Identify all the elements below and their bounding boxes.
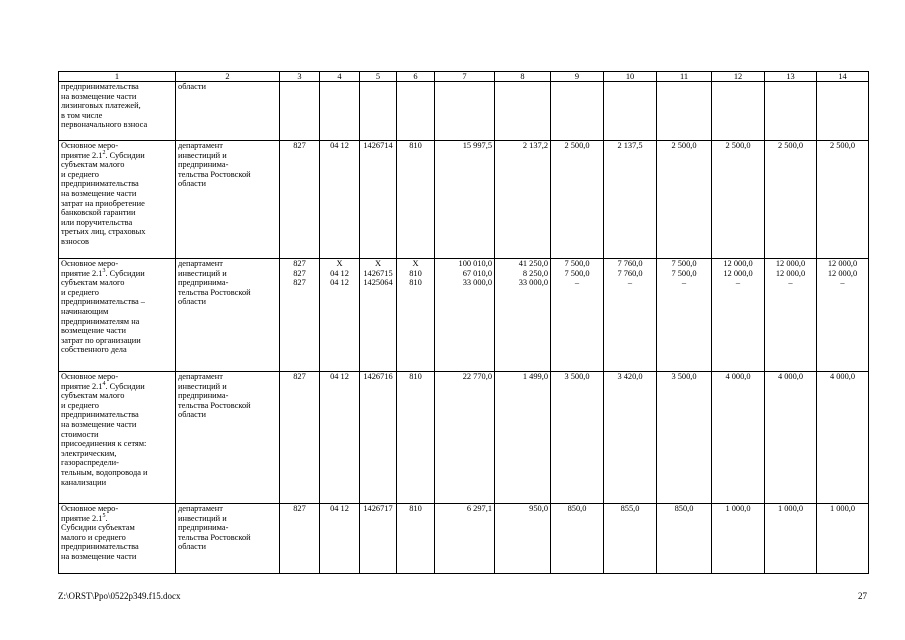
value-cell <box>320 504 360 574</box>
measure-name: Основное меро- приятие 2.1 <box>61 141 119 160</box>
value-cell <box>320 82 360 141</box>
value-cell <box>817 504 869 574</box>
value-line: 4 000,0 <box>829 372 856 381</box>
header-cell: 1 <box>59 72 176 82</box>
value-line: 04 12 <box>330 372 349 381</box>
value-cell <box>360 372 397 504</box>
value-cell <box>320 259 360 372</box>
value-cell <box>817 259 869 372</box>
value-line: 15 997,5 <box>462 141 492 150</box>
value-line: 22 770,0 <box>462 372 492 381</box>
value-line: 2 500,0 <box>564 141 590 150</box>
value-line: 3 500,0 <box>564 372 590 381</box>
value-line: – <box>788 278 793 288</box>
value-line: X <box>336 259 343 268</box>
measure-name: Основное меро- приятие 2.1 <box>61 259 119 278</box>
value-line: 7 500,0 <box>564 268 590 278</box>
value-cell <box>765 504 817 574</box>
value-cell <box>435 141 495 259</box>
value-line: 827 <box>293 504 306 513</box>
value-line: 2 500,0 <box>777 141 804 150</box>
value-line: 7 760,0 <box>617 259 643 268</box>
value-line: – <box>681 278 687 288</box>
value-line: 12 000,0 <box>827 259 858 268</box>
value-line: 827 <box>293 141 306 150</box>
budget-table <box>58 71 869 574</box>
value-cell <box>657 82 712 141</box>
header-cell: 14 <box>817 72 869 82</box>
value-line: 7 500,0 <box>671 268 697 278</box>
value-line: 1 000,0 <box>829 504 856 513</box>
value-cell <box>657 372 712 504</box>
value-cell <box>397 82 435 141</box>
measure-name: . Субсидии субъектам малого и среднего предпринимательства на возмещение части <box>61 513 139 561</box>
value-line: 1426716 <box>363 372 393 381</box>
value-line: 12 000,0 <box>723 259 753 268</box>
value-cell <box>280 259 320 372</box>
department-cell: департамент инвестиций и предпринима- тельства Ростовской области <box>176 259 280 372</box>
value-line: 1426717 <box>363 504 393 513</box>
value-cell <box>360 82 397 141</box>
department-cell: департамент инвестиций и предпринима- тельства Ростовской области <box>176 372 280 504</box>
table-body <box>59 72 869 574</box>
value-line: 810 <box>409 141 422 150</box>
value-line: – <box>574 278 580 288</box>
value-cell <box>712 259 765 372</box>
value-line: 33 000,0 <box>518 278 548 288</box>
value-cell <box>495 259 551 372</box>
value-line: 12 000,0 <box>775 268 806 278</box>
measure-name: предпринимательства на возмещение части лизинговых платежей, в том числе первоначального взноса <box>61 82 148 130</box>
value-line: 12 000,0 <box>827 268 858 278</box>
value-line: 4 000,0 <box>725 372 751 381</box>
value-line: 04 12 <box>330 278 349 288</box>
value-cell <box>435 504 495 574</box>
value-line: 7 760,0 <box>617 268 643 278</box>
department-cell: области <box>176 82 280 141</box>
value-cell <box>712 372 765 504</box>
header-cell: 9 <box>551 72 604 82</box>
value-cell <box>604 372 657 504</box>
table-row <box>59 504 869 574</box>
measure-superscript: 4 <box>102 380 106 387</box>
header-cell: 6 <box>397 72 435 82</box>
value-line: 04 12 <box>330 141 349 150</box>
value-cell <box>551 82 604 141</box>
value-cell <box>551 372 604 504</box>
header-cell: 13 <box>765 72 817 82</box>
table-row <box>59 82 869 141</box>
header-cell: 10 <box>604 72 657 82</box>
value-line: 950,0 <box>529 504 548 513</box>
table-row <box>59 259 869 372</box>
value-line: – <box>627 278 633 288</box>
value-line: 1426715 <box>363 268 393 278</box>
value-line: 67 010,0 <box>462 268 492 278</box>
value-cell <box>604 504 657 574</box>
measure-name: Основное меро- приятие 2.1 <box>61 372 119 391</box>
header-cell: 5 <box>360 72 397 82</box>
value-cell <box>495 82 551 141</box>
value-line: 04 12 <box>330 268 349 278</box>
value-line: 810 <box>409 504 422 513</box>
value-line: 1 499,0 <box>522 372 548 381</box>
measure-name: . Субсидии субъектам малого и среднего предпринимательства на возмещение части затрат на приобретение банковской гарантии или поручительства третьих лиц, страховых взносов <box>61 150 146 246</box>
measure-superscript: 5 <box>102 512 106 519</box>
value-cell <box>360 259 397 372</box>
value-cell <box>712 141 765 259</box>
table-row <box>59 372 869 504</box>
value-line: 3 420,0 <box>617 372 643 381</box>
measure-name: . Субсидии субъектам малого и среднего предпринимательства на возмещение части стоимости присоединения к сетям: электрическим, газораспредели- тельным, водопровода и канализации <box>61 381 148 487</box>
measure-superscript: 2 <box>102 149 106 156</box>
value-line: 1426714 <box>363 141 393 150</box>
value-line: 810 <box>409 268 422 278</box>
value-line: 7 500,0 <box>671 259 697 268</box>
value-cell <box>765 259 817 372</box>
measure-name: . Субсидии субъектам малого и среднего предпринимательства – начинающим предпринимателям на возмещение части затрат по организации собственного дела <box>61 268 145 355</box>
value-line: 04 12 <box>330 504 349 513</box>
footer-page-number: 27 <box>858 591 867 601</box>
header-cell: 7 <box>435 72 495 82</box>
value-line: 3 500,0 <box>671 372 697 381</box>
value-line: – <box>735 278 741 288</box>
header-cell: 12 <box>712 72 765 82</box>
value-line: 2 137,2 <box>522 141 548 150</box>
value-cell <box>320 372 360 504</box>
value-cell <box>360 141 397 259</box>
value-cell <box>397 259 435 372</box>
value-line: 1 000,0 <box>725 504 751 513</box>
value-cell <box>765 141 817 259</box>
value-cell <box>397 141 435 259</box>
value-cell <box>280 82 320 141</box>
value-cell <box>495 372 551 504</box>
value-cell <box>817 141 869 259</box>
header-cell: 3 <box>280 72 320 82</box>
measure-name: Основное меро- приятие 2.1 <box>61 504 119 523</box>
value-cell <box>280 372 320 504</box>
value-line: 810 <box>409 278 422 288</box>
value-line: 1425064 <box>363 278 393 288</box>
value-cell <box>551 504 604 574</box>
value-line: 850,0 <box>567 504 587 513</box>
value-cell <box>817 372 869 504</box>
value-cell <box>765 372 817 504</box>
department-cell: департамент инвестиций и предпринима- тельства Ростовской области <box>176 141 280 259</box>
table-row <box>59 141 869 259</box>
value-cell <box>435 259 495 372</box>
value-cell <box>280 141 320 259</box>
value-line: 6 297,1 <box>466 504 492 513</box>
value-line: 41 250,0 <box>518 259 548 268</box>
value-cell <box>495 141 551 259</box>
measure-name-cell <box>59 141 176 259</box>
value-cell <box>657 141 712 259</box>
value-line: 2 500,0 <box>725 141 751 150</box>
value-line: 33 000,0 <box>462 278 492 288</box>
value-cell <box>712 82 765 141</box>
measure-name-cell <box>59 259 176 372</box>
value-cell <box>657 259 712 372</box>
value-line: 827 <box>293 268 306 278</box>
value-cell <box>551 259 604 372</box>
measure-name-cell <box>59 82 176 141</box>
value-cell <box>604 141 657 259</box>
value-cell <box>495 504 551 574</box>
value-line: 12 000,0 <box>775 259 806 268</box>
value-line: 855,0 <box>620 504 640 513</box>
value-line: 2 137,5 <box>617 141 643 150</box>
value-cell <box>360 504 397 574</box>
value-cell <box>280 504 320 574</box>
value-cell <box>397 504 435 574</box>
value-cell <box>320 141 360 259</box>
value-line: 850,0 <box>674 504 694 513</box>
value-line: 827 <box>293 372 306 381</box>
value-cell <box>604 259 657 372</box>
value-line: 827 <box>293 259 306 268</box>
value-line: 827 <box>293 278 306 288</box>
measure-name-cell <box>59 504 176 574</box>
value-cell <box>435 82 495 141</box>
department-cell: департамент инвестиций и предпринима- тельства Ростовской области <box>176 504 280 574</box>
footer-filename: Z:\ORST\Ppo\0522p349.f15.docx <box>58 591 181 601</box>
header-cell: 4 <box>320 72 360 82</box>
value-cell <box>435 372 495 504</box>
value-line: 810 <box>409 372 422 381</box>
value-line: 8 250,0 <box>522 268 548 278</box>
value-line: X <box>374 259 382 268</box>
value-line: X <box>412 259 419 268</box>
measure-superscript: 3 <box>102 267 106 274</box>
header-row <box>59 72 869 82</box>
value-line: 2 500,0 <box>829 141 856 150</box>
value-line: 1 000,0 <box>777 504 804 513</box>
value-cell <box>657 504 712 574</box>
value-cell <box>765 82 817 141</box>
value-cell <box>712 504 765 574</box>
header-cell: 8 <box>495 72 551 82</box>
value-line: 7 500,0 <box>564 259 590 268</box>
value-cell <box>551 141 604 259</box>
value-cell <box>604 82 657 141</box>
value-cell <box>817 82 869 141</box>
value-line: 12 000,0 <box>723 268 753 278</box>
value-line: – <box>840 278 845 288</box>
header-cell: 11 <box>657 72 712 82</box>
value-line: 100 010,0 <box>458 259 492 268</box>
value-line: 4 000,0 <box>777 372 804 381</box>
value-cell <box>397 372 435 504</box>
value-line: 2 500,0 <box>671 141 697 150</box>
header-cell: 2 <box>176 72 280 82</box>
measure-name-cell <box>59 372 176 504</box>
